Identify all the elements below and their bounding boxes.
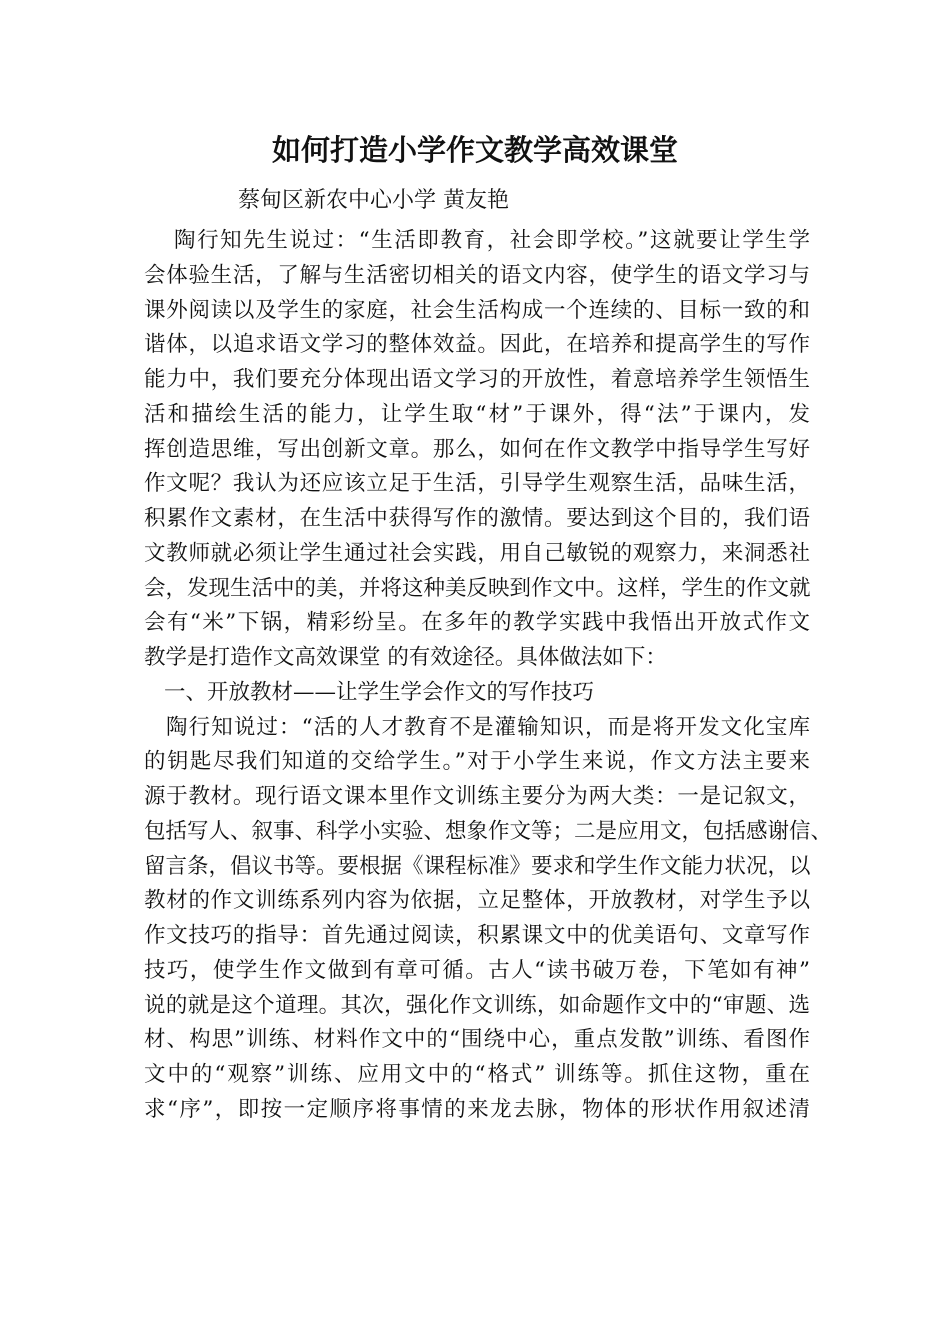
paragraph-line: 求“序”，即按一定顺序将事情的来龙去脉，物体的形状作用叙述清 xyxy=(144,1096,810,1122)
body-text xyxy=(144,224,833,1128)
document-title: 如何打造小学作文教学高效课堂 xyxy=(271,133,678,167)
paragraph-line: 文中的“观察”训练、应用文中的“格式” 训练等。抓住这物，重在 xyxy=(144,1062,810,1087)
paragraph-line: 积累作文素材，在生活中获得写作的激情。要达到这个目的，我们语 xyxy=(144,506,810,531)
paragraph-line: 教学是打造作文高效课堂 的有效途径。具体做法如下： xyxy=(144,645,667,670)
paragraph-line: 会有“米”下锅，精彩纷呈。在多年的教学实践中我悟出开放式作文 xyxy=(144,610,810,636)
paragraph-line: 课外阅读以及学生的家庭，社会生活构成一个连续的、目标一致的和 xyxy=(144,297,810,323)
paragraph-line: 的钥匙尽我们知道的交给学生。”对于小学生来说，作文方法主要来 xyxy=(144,749,810,775)
paragraph-line: 能力中，我们要充分体现出语文学习的开放性，着意培养学生领悟生 xyxy=(144,367,810,392)
paragraph-line: 技巧，使学生作文做到有章可循。古人“读书破万卷，下笔如有神” xyxy=(144,957,810,983)
paragraph-line: 材、构思”训练、材料作文中的“围绕中心，重点发散”训练、看图作 xyxy=(144,1027,810,1053)
paragraph-line: 源于教材。现行语文课本里作文训练主要分为两大类：一是记叙文， xyxy=(144,784,810,809)
author-line: 蔡甸区新农中心小学 黄友艳 xyxy=(238,188,509,213)
paragraph-line: 陶行知说过：“活的人才教育不是灌输知识，而是将开发文化宝库 xyxy=(166,714,810,740)
paragraph-line: 挥创造思维，写出创新文章。那么，如何在作文教学中指导学生写好 xyxy=(144,436,810,462)
paragraph-line: 作文呢？我认为还应该立足于生活，引导学生观察生活，品味生活， xyxy=(144,471,810,497)
paragraph-line: 陶行知先生说过：“生活即教育，社会即学校。”这就要让学生学 xyxy=(174,228,810,253)
paragraph-line: 作文技巧的指导：首先通过阅读，积累课文中的优美语句、文章写作 xyxy=(144,923,810,948)
paragraph-line: 文教师就必须让学生通过社会实践，用自己敏锐的观察力，来洞悉社 xyxy=(144,540,810,566)
section-heading: 一、开放教材——让学生学会作文的写作技巧 xyxy=(164,679,595,705)
paragraph-line: 会，发现生活中的美，并将这种美反映到作文中。这样，学生的作文就 xyxy=(144,575,811,601)
paragraph-line: 会体验生活，了解与生活密切相关的语文内容，使学生的语文学习与 xyxy=(144,262,810,288)
paragraph-line: 留言条，倡议书等。要根据《课程标准》要求和学生作文能力状况，以 xyxy=(144,853,811,879)
paragraph-line: 教材的作文训练系列内容为依据，立足整体，开放教材，对学生予以 xyxy=(144,888,810,914)
paragraph-line: 包括写人、叙事、科学小实验、想象作文等；二是应用文，包括感谢信、 xyxy=(144,818,833,844)
paragraph-line: 谐体，以追求语文学习的整体效益。因此，在培养和提高学生的写作 xyxy=(144,332,810,358)
paragraph-line: 说的就是这个道理。其次，强化作文训练，如命题作文中的“审题、选 xyxy=(144,992,810,1018)
paragraph-line: 活和描绘生活的能力，让学生取“材”于课外，得“法”于课内，发 xyxy=(144,401,810,427)
